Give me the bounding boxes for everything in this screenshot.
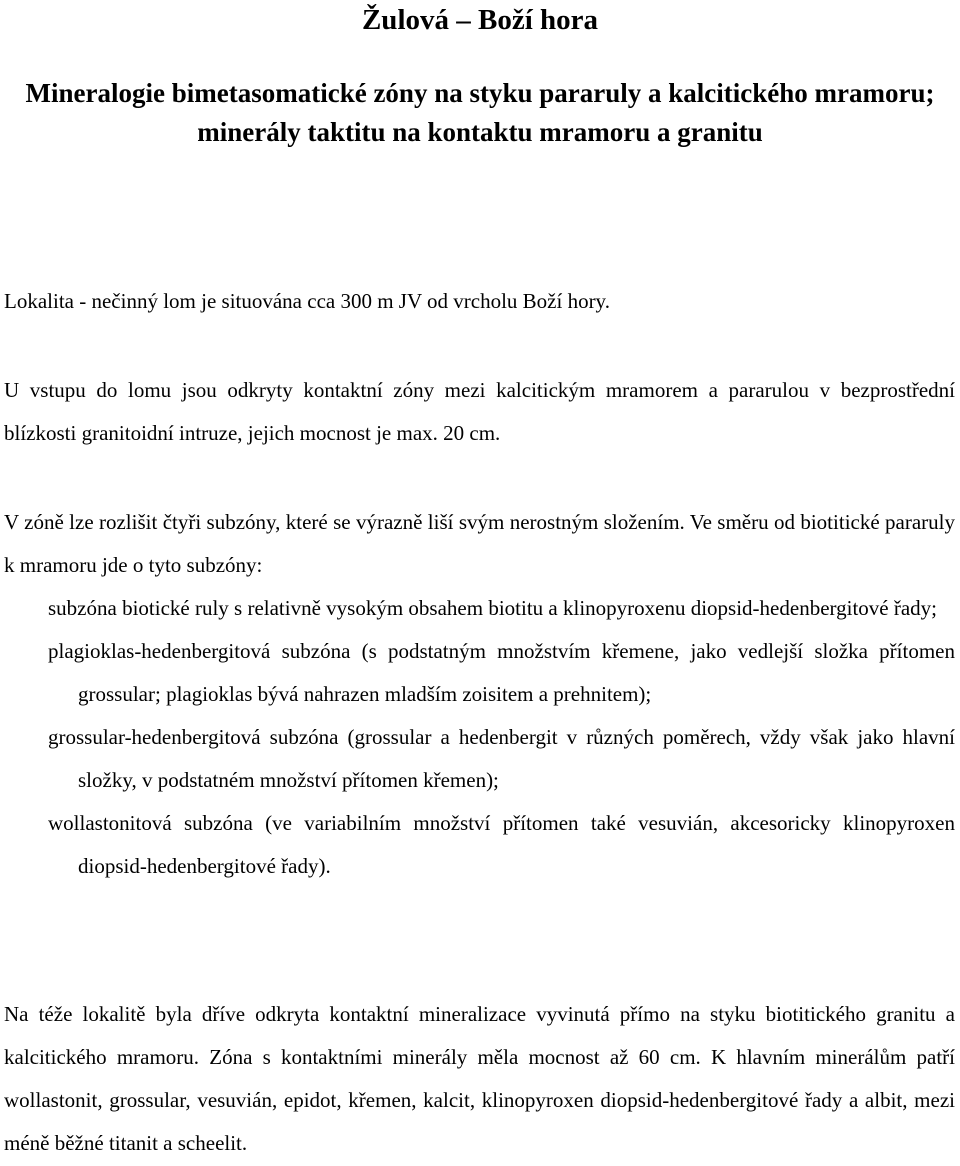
- list-item: grossular-hedenbergitová subzóna (grossular a hedenbergit v různých poměrech, vždy však jako hlavní složky, v podstatném množství přítomen křemen);: [48, 725, 955, 792]
- paragraph-location: Lokalita - nečinný lom je situována cca 300 m JV od vrcholu Boží hory.: [4, 289, 610, 313]
- paragraph-subzones-intro: V zóně lze rozlišit čtyři subzóny, které se výrazně liší svým nerostným složením. Ve směru od biotitické pararuly k mramoru jde o tyto subzóny:: [4, 510, 955, 577]
- list-item: plagioklas-hedenbergitová subzóna (s podstatným množstvím křemene, jako vedlejší složka přítomen grossular; plagioklas bývá nahrazen mladším zoisitem a prehnitem);: [48, 639, 955, 706]
- paragraph-mineralization: Na téže lokalitě byla dříve odkryta kontaktní mineralizace vyvinutá přímo na styku biotitického granitu a kalcitického mramoru. Zóna s kontaktními minerály měla mocnost až 60 cm. K hlavním minerálům patří wollastonit, grossular, vesuvián, epidot, křemen, kalcit, klinopyroxen diopsid-hedenbergitové řady a albit, mezi méně běžné titanit a scheelit.: [4, 1002, 955, 1155]
- document-title: Žulová – Boží hora: [361, 4, 599, 36]
- list-item: subzóna biotické ruly s relativně vysokým obsahem biotitu a klinopyroxenu diopsid-hedenbergitové řady;: [48, 596, 938, 620]
- paragraph-contact-zones: U vstupu do lomu jsou odkryty kontaktní zóny mezi kalcitickým mramorem a pararulou v bezprostřední blízkosti granitoidní intruze, jejich mocnost je max. 20 cm.: [4, 378, 955, 445]
- list-item: wollastonitová subzóna (ve variabilním množství přítomen také vesuvián, akcesoricky klinopyroxen diopsid-hedenbergitové řady).: [48, 811, 955, 878]
- subzone-list: [48, 587, 955, 888]
- document-subtitle: Mineralogie bimetasomatické zóny na styku pararuly a kalcitického mramoru; minerály taktitu na kontaktu mramoru a granitu: [25, 78, 935, 147]
